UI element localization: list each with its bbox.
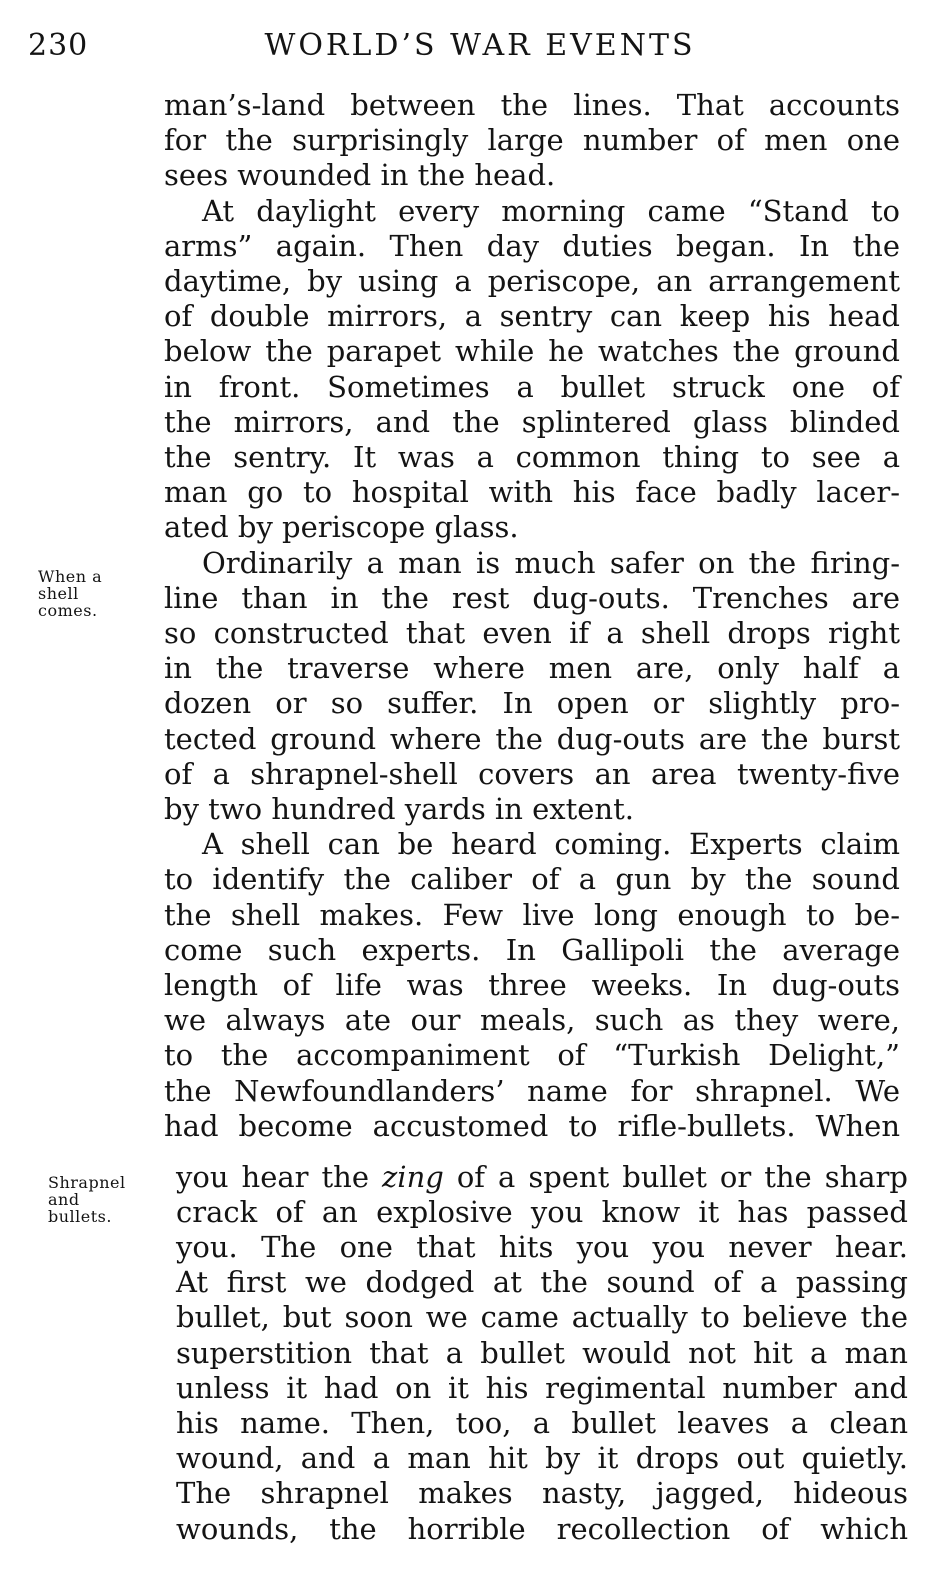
italic-word-zing: zing bbox=[382, 1159, 444, 1194]
text-line: length of life was three weeks. In dug-outs bbox=[164, 968, 900, 1003]
text-line: we always ate our meals, such as they were, bbox=[164, 1003, 900, 1038]
text-line: of a shrapnel-shell covers an area twenty-five bbox=[164, 756, 900, 791]
text-line: the sentry. It was a common thing to see a bbox=[164, 440, 900, 475]
text-line: to identify the caliber of a gun by the sound bbox=[164, 862, 900, 897]
text-line: At daylight every morning came “Stand to bbox=[202, 193, 900, 228]
text-line: Ordinarily a man is much safer on the firing- bbox=[202, 545, 900, 580]
text-line: by two hundred yards in extent. bbox=[164, 792, 634, 827]
margin-note-line: bullets. bbox=[48, 1207, 112, 1226]
text-line: you. The one that hits you you never hear. bbox=[176, 1230, 908, 1264]
text-line: At first we dodged at the sound of a passing bbox=[176, 1265, 908, 1300]
text-line: to the accompaniment of “Turkish Delight,” bbox=[164, 1038, 900, 1073]
text-line: arms” again. Then day duties began. In the bbox=[164, 228, 900, 263]
text-line: sees wounded in the head. bbox=[164, 158, 556, 193]
text-fragment: you hear the bbox=[176, 1159, 383, 1194]
text-line: in the traverse where men are, only half a bbox=[164, 651, 900, 686]
margin-note-line: When a bbox=[38, 567, 103, 586]
margin-note-line: and bbox=[48, 1190, 80, 1209]
text-line: below the parapet while he watches the ground bbox=[164, 334, 900, 369]
text-line: A shell can be heard coming. Experts claim bbox=[202, 827, 900, 862]
margin-note-line: shell bbox=[38, 584, 79, 603]
text-line: had become accustomed to rifle-bullets. When bbox=[164, 1108, 900, 1143]
text-line: line than in the rest dug-outs. Trenches are bbox=[164, 580, 900, 615]
text-line: the Newfoundlanders’ name for shrapnel. We bbox=[164, 1073, 900, 1108]
text-line: the shell makes. Few live long enough to be- bbox=[164, 897, 900, 932]
text-line: for the surprisingly large number of men one bbox=[164, 123, 900, 158]
margin-note-line: comes. bbox=[38, 601, 98, 620]
text-line: wound, and a man hit by it drops out quietly. bbox=[176, 1441, 908, 1476]
body-text-column-lower bbox=[176, 1160, 908, 1547]
text-line: so constructed that even if a shell drops right bbox=[164, 616, 900, 651]
text-line: tected ground where the dug-outs are the burst bbox=[164, 721, 900, 756]
text-line: man’s-land between the lines. That accounts bbox=[164, 88, 900, 122]
text-line: his name. Then, too, a bullet leaves a clean bbox=[176, 1406, 908, 1441]
text-line: crack of an explosive you know it has passed bbox=[176, 1194, 908, 1229]
text-line: dozen or so suffer. In open or slightly pro- bbox=[164, 686, 900, 721]
text-line: ated by periscope glass. bbox=[164, 510, 519, 545]
text-line: superstition that a bullet would not hit a man bbox=[176, 1335, 908, 1370]
page-number: 230 bbox=[28, 28, 89, 63]
text-line: man go to hospital with his face badly lacer- bbox=[164, 475, 900, 510]
margin-note-when-a-shell-comes bbox=[38, 568, 102, 619]
text-line: unless it had on it his regimental number and bbox=[176, 1370, 908, 1405]
margin-note-line: Shrapnel bbox=[48, 1173, 126, 1192]
margin-note-shrapnel-and-bullets bbox=[48, 1174, 126, 1225]
text-line: wounds, the horrible recollection of which bbox=[176, 1511, 908, 1546]
text-line: of double mirrors, a sentry can keep his head bbox=[164, 299, 900, 334]
text-line: come such experts. In Gallipoli the average bbox=[164, 932, 900, 967]
text-fragment: of a spent bullet or the sharp bbox=[443, 1159, 908, 1194]
text-line: The shrapnel makes nasty, jagged, hideous bbox=[176, 1476, 908, 1511]
text-line: daytime, by using a periscope, an arrangement bbox=[164, 264, 900, 299]
running-title: WORLD’S WAR EVENTS bbox=[264, 28, 696, 63]
text-line: the mirrors, and the splintered glass blinded bbox=[164, 404, 900, 439]
text-line: bullet, but soon we came actually to believe the bbox=[176, 1300, 908, 1335]
text-line: in front. Sometimes a bullet struck one of bbox=[164, 369, 900, 404]
body-text-column-upper bbox=[164, 88, 900, 1144]
text-line-with-italic bbox=[176, 1160, 908, 1195]
